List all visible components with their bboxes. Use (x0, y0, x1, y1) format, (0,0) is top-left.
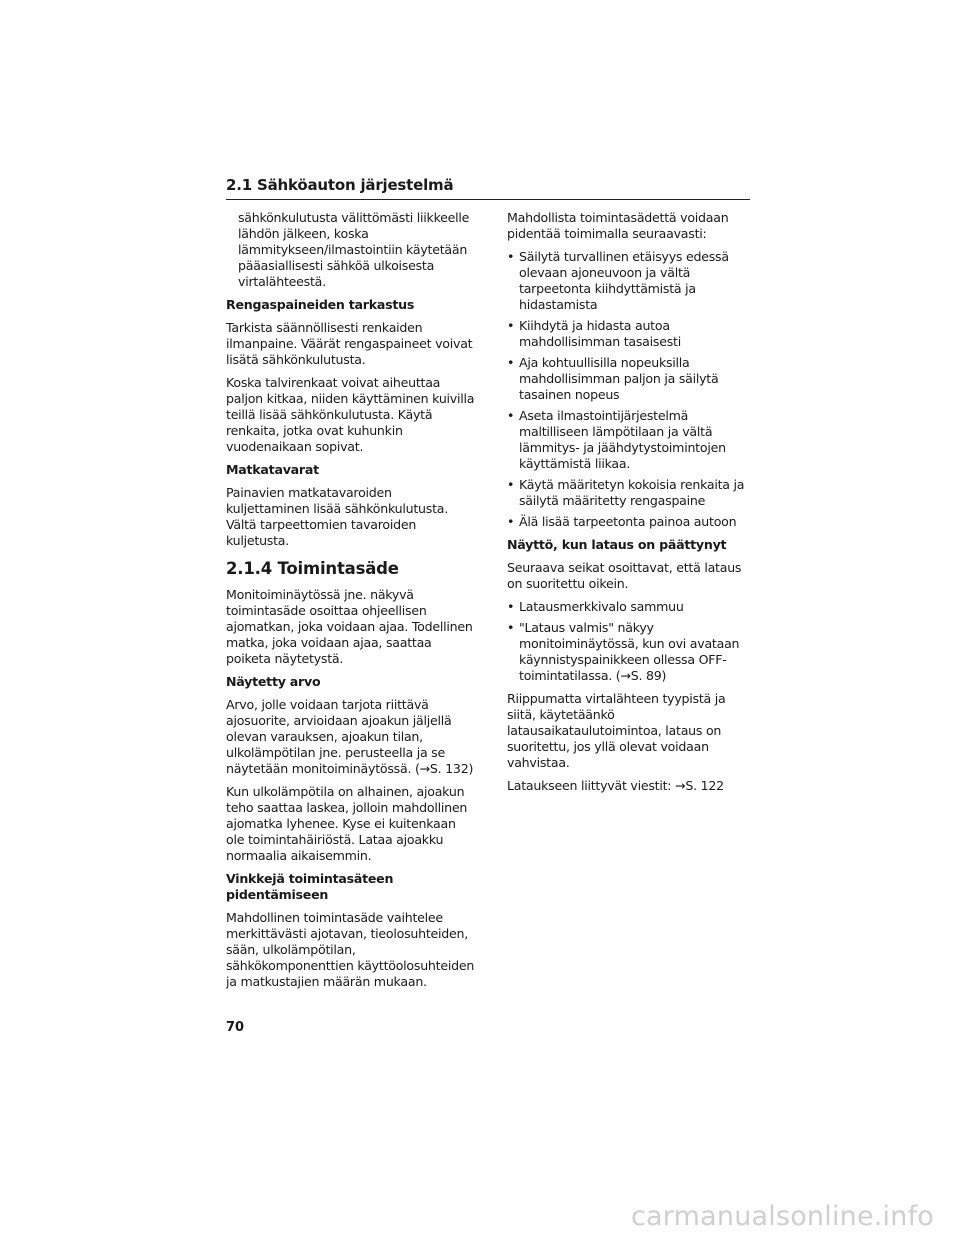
charge-complete-list (507, 599, 757, 684)
bullet-icon: • (507, 318, 515, 333)
right-column (507, 210, 757, 801)
bullet-icon: • (507, 408, 515, 423)
bullet-icon: • (507, 620, 515, 635)
power-source-paragraph: Riippumatta virtalähteen tyypistä ja siitä, käytetäänkö latausaikataulutoimintoa, lataus on suoritettu, jos yllä olevat voidaan vahvistaa. (507, 691, 726, 770)
bullet-icon: • (507, 477, 515, 492)
left-column (226, 210, 476, 997)
charge-complete-paragraph: Seuraava seikat osoittavat, että lataus on suoritettu oikein. (507, 560, 742, 591)
section-title: 2.1.4 Toimintasäde (226, 559, 399, 578)
list-item: • Säilytä turvallinen etäisyys edessä olevaan ajoneuvoon ja vältä tarpeetonta kiihdyttämistä ja hidastamista (507, 249, 729, 312)
shown-value-paragraph-2: Kun ulkolämpötila on alhainen, ajoakun teho saattaa laskea, jolloin mahdollinen ajomatka lyhenee. Kyse ei kuitenkaan ole toimintahäiriöstä. Lataa ajoakku normaalia aikaisemmin. (226, 784, 468, 863)
bullet-icon: • (507, 599, 515, 614)
range-tips-heading: Vinkkejä toimintasäteen pidentämiseen (226, 871, 394, 902)
shown-value-heading: Näytetty arvo (226, 674, 321, 689)
luggage-paragraph: Painavien matkatavaroiden kuljettaminen lisää sähkönkulutusta. Vältä tarpeettomien tavaroiden kuljetusta. (226, 485, 449, 548)
shown-value-paragraph-1: Arvo, jolle voidaan tarjota riittävä ajosuorite, arvioidaan ajoakun jäljellä olevan varauksen, ajoakun tilan, ulkolämpötilan jne. perusteella ja se näytetään monitoiminäytössä. (→S. 132) (226, 697, 474, 776)
bullet-icon: • (507, 249, 515, 264)
list-item: • Aseta ilmastointijärjestelmä maltilliseen lämpötilaan ja vältä lämmitys- ja jäähdytystoimintojen käyttämistä liikaa. (507, 408, 726, 471)
tire-pressure-heading: Rengaspaineiden tarkastus (226, 297, 415, 312)
list-item: • Kiihdytä ja hidasta autoa mahdollisimman tasaisesti (507, 318, 681, 349)
range-intro-paragraph: Mahdollista toimintasädettä voidaan pidentää toimimalla seuraavasti: (507, 210, 729, 241)
range-tips-list (507, 249, 757, 530)
chapter-title: 2.1 Sähköauton järjestelmä (226, 176, 454, 194)
list-item: • Käytä määritetyn kokoisia renkaita ja säilytä määritetty rengaspaine (507, 477, 745, 508)
list-item: • Latausmerkkivalo sammuu (507, 599, 684, 614)
charging-messages-reference: Lataukseen liittyvät viestit: →S. 122 (507, 778, 724, 793)
bullet-icon: • (507, 514, 515, 529)
watermark: carmanualsonline.info (631, 1201, 934, 1232)
page-number: 70 (226, 1020, 245, 1035)
section-paragraph: Monitoiminäytössä jne. näkyvä toimintasäde osoittaa ohjeellisen ajomatkan, joka voidaan ajaa. Todellinen matka, joka voidaan ajaa, saattaa poiketa näytetystä. (226, 587, 473, 666)
bullet-icon: • (507, 355, 515, 370)
continued-paragraph: sähkönkulutusta välittömästi liikkeelle lähdön jälkeen, koska lämmitykseen/ilmastointiin käytetään pääasiallisesti sähköä ulkoisesta virtalähteestä. (238, 210, 470, 289)
charge-complete-heading: Näyttö, kun lataus on päättynyt (507, 537, 727, 552)
list-item: • "Lataus valmis" näkyy monitoiminäytössä, kun ovi avataan käynnistyspainikkeen ollessa OFF-toimintatilassa. (→S. 89) (507, 620, 740, 683)
range-tips-paragraph: Mahdollinen toimintasäde vaihtelee merkittävästi ajotavan, tieolosuhteiden, sään, ulkolämpötilan, sähkökomponenttien käyttöolosuhteiden ja matkustajien määrän mukaan. (226, 910, 475, 989)
list-item: • Älä lisää tarpeetonta painoa autoon (507, 514, 737, 529)
luggage-heading: Matkatavarat (226, 462, 319, 477)
tire-paragraph-1: Tarkista säännöllisesti renkaiden ilmanpaine. Väärät rengaspaineet voivat lisätä sähkönkulutusta. (226, 320, 473, 367)
page-header (226, 176, 750, 200)
list-item: • Aja kohtuullisilla nopeuksilla mahdollisimman paljon ja säilytä tasainen nopeus (507, 355, 719, 402)
tire-paragraph-2: Koska talvirenkaat voivat aiheuttaa paljon kitkaa, niiden käyttäminen kuivilla teillä lisää sähkönkulutusta. Käytä renkaita, jotka ovat kuhunkin vuodenaikaan sopivat. (226, 375, 475, 454)
